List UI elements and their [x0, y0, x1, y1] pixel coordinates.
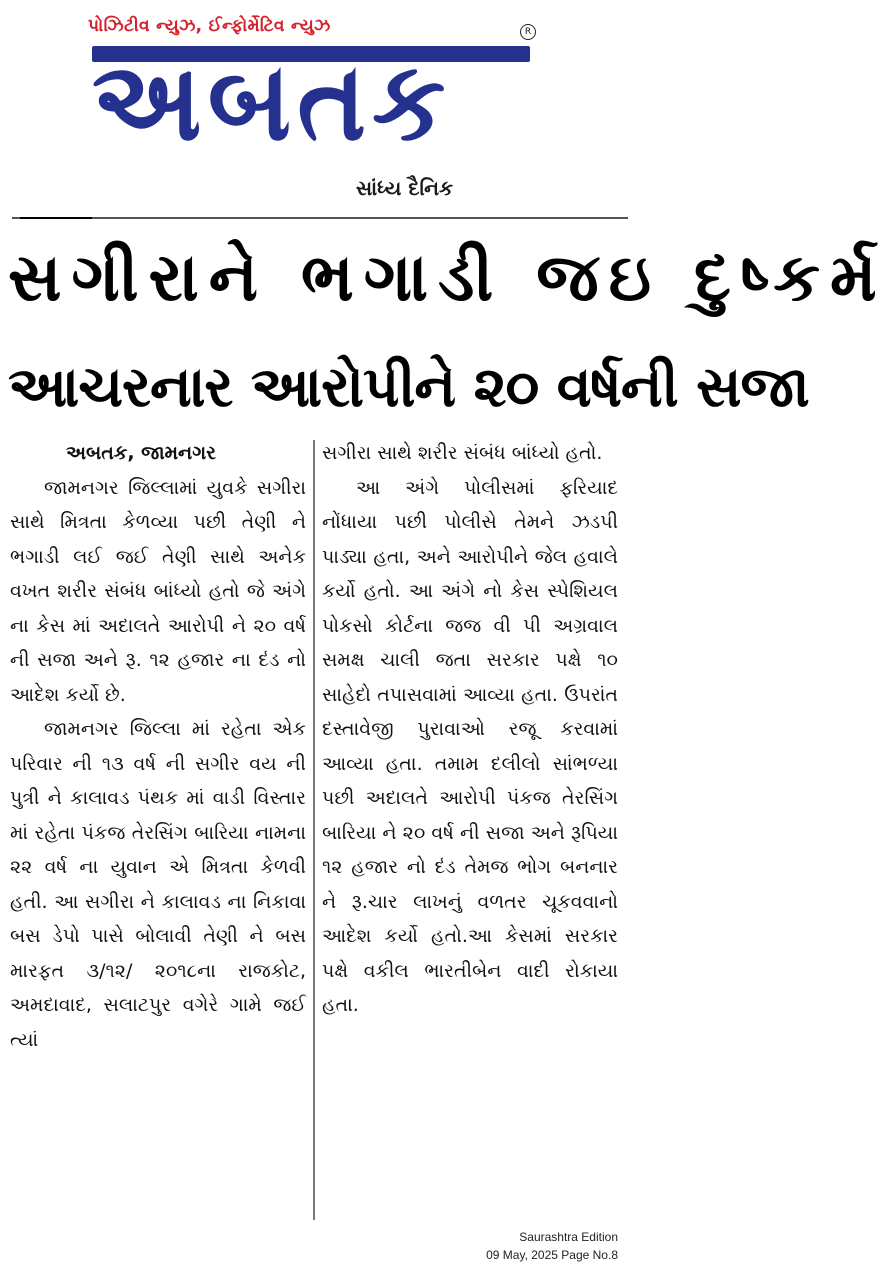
headline-line-2: આચરનાર આરોપીને ૨૦ વર્ષની સજા — [8, 355, 809, 420]
article-column-right — [322, 436, 618, 1023]
column-divider — [313, 440, 315, 1220]
masthead — [0, 0, 628, 215]
newspaper-logo: અબતક — [92, 36, 452, 166]
article-paragraph: જામનગર જિલ્લામાં યુવકે સગીરા સાથે મિત્રતા કેળવ્યા પછી તેણી ને ભગાડી લઈ જઈ તેણી સાથે અનેક વખત શરીર સંબંધ બાંધ્યો હતો જે અંગે ના કેસ માં અદાલતે આરોપી ને ૨૦ વર્ષ ની સજા અને રૂ. ૧૨ હજાર ના દંડ નો આદેશ કર્યો છે. — [10, 476, 306, 706]
registered-mark-icon: R — [520, 24, 536, 40]
article-column-left — [10, 436, 306, 1057]
masthead-divider — [12, 217, 628, 219]
evening-daily-label: સાંધ્ય દૈનિક — [356, 176, 454, 200]
article-start-rule — [20, 217, 92, 219]
edition-label: Saurashtra Edition — [519, 1230, 618, 1244]
byline: અબતક, જામનગર — [66, 442, 216, 464]
article-paragraph: જામનગર જિલ્લા માં રહેતા એક પરિવાર ની ૧૩ વર્ષ ની સગીર વય ની પુત્રી ને કાલાવડ પંથક માં વાડી વિસ્તાર માં રહેતા પંકજ તેરસિંગ બારિયા નામના ૨૨ વર્ષ ના યુવાન એ મિત્રતા કેળવી હતી. આ સગીરા ને કાલાવડ ના નિકાવા બસ ડેપો પાસે બોલાવી તેણી ને બસ મારફત ૩/૧૨/ ૨૦૧૮ના રાજકોટ, અમદાવાદ, સલાટપુર વગેરે ગામે જઈ ત્યાં — [10, 718, 306, 1051]
masthead-tagline: પોઝિટીવ ન્યુઝ, ઈન્ફોર્મેટિવ ન્યુઝ — [88, 16, 331, 36]
date-page-label: 09 May, 2025 Page No.8 — [486, 1248, 618, 1262]
page-footer — [486, 1228, 618, 1264]
headline-line-1: સગીરાને ભગાડી જઇ દુષ્કર્મ — [8, 239, 887, 316]
article-paragraph: આ અંગે પોલીસમાં ફરિયાદ નોંધાયા પછી પોલીસે તેમને ઝડપી પાડ્યા હતા, અને આરોપીને જેલ હવાલે કર્યો હતો. આ અંગે નો કેસ સ્પેશિયલ પોકસો કોર્ટના જજ વી પી અગ્રવાલ સમક્ષ ચાલી જતા સરકાર પક્ષે ૧૦ સાહેદો તપાસવામાં આવ્યા હતા. ઉપરાંત દસ્તાવેજી પુરાવાઓ રજૂ કરવામાં આવ્યા હતા. તમામ દલીલો સાંભળ્યા પછી અદાલતે આરોપી પંકજ તેરસિંગ બારિયા ને ૨૦ વર્ષ ની સજા અને રૂપિયા ૧૨ હજાર નો દંડ તેમજ ભોગ બનનાર ને રૂ.ચાર લાખનું વળતર ચૂકવવાનો આદેશ કર્યો હતો.આ કેસમાં સરકાર પક્ષે વકીલ ભારતીબેન વાદી રોકાયા હતા. — [322, 476, 618, 1016]
article-paragraph: સગીરા સાથે શરીર સંબંધ બાંધ્યો હતો. — [322, 442, 603, 464]
